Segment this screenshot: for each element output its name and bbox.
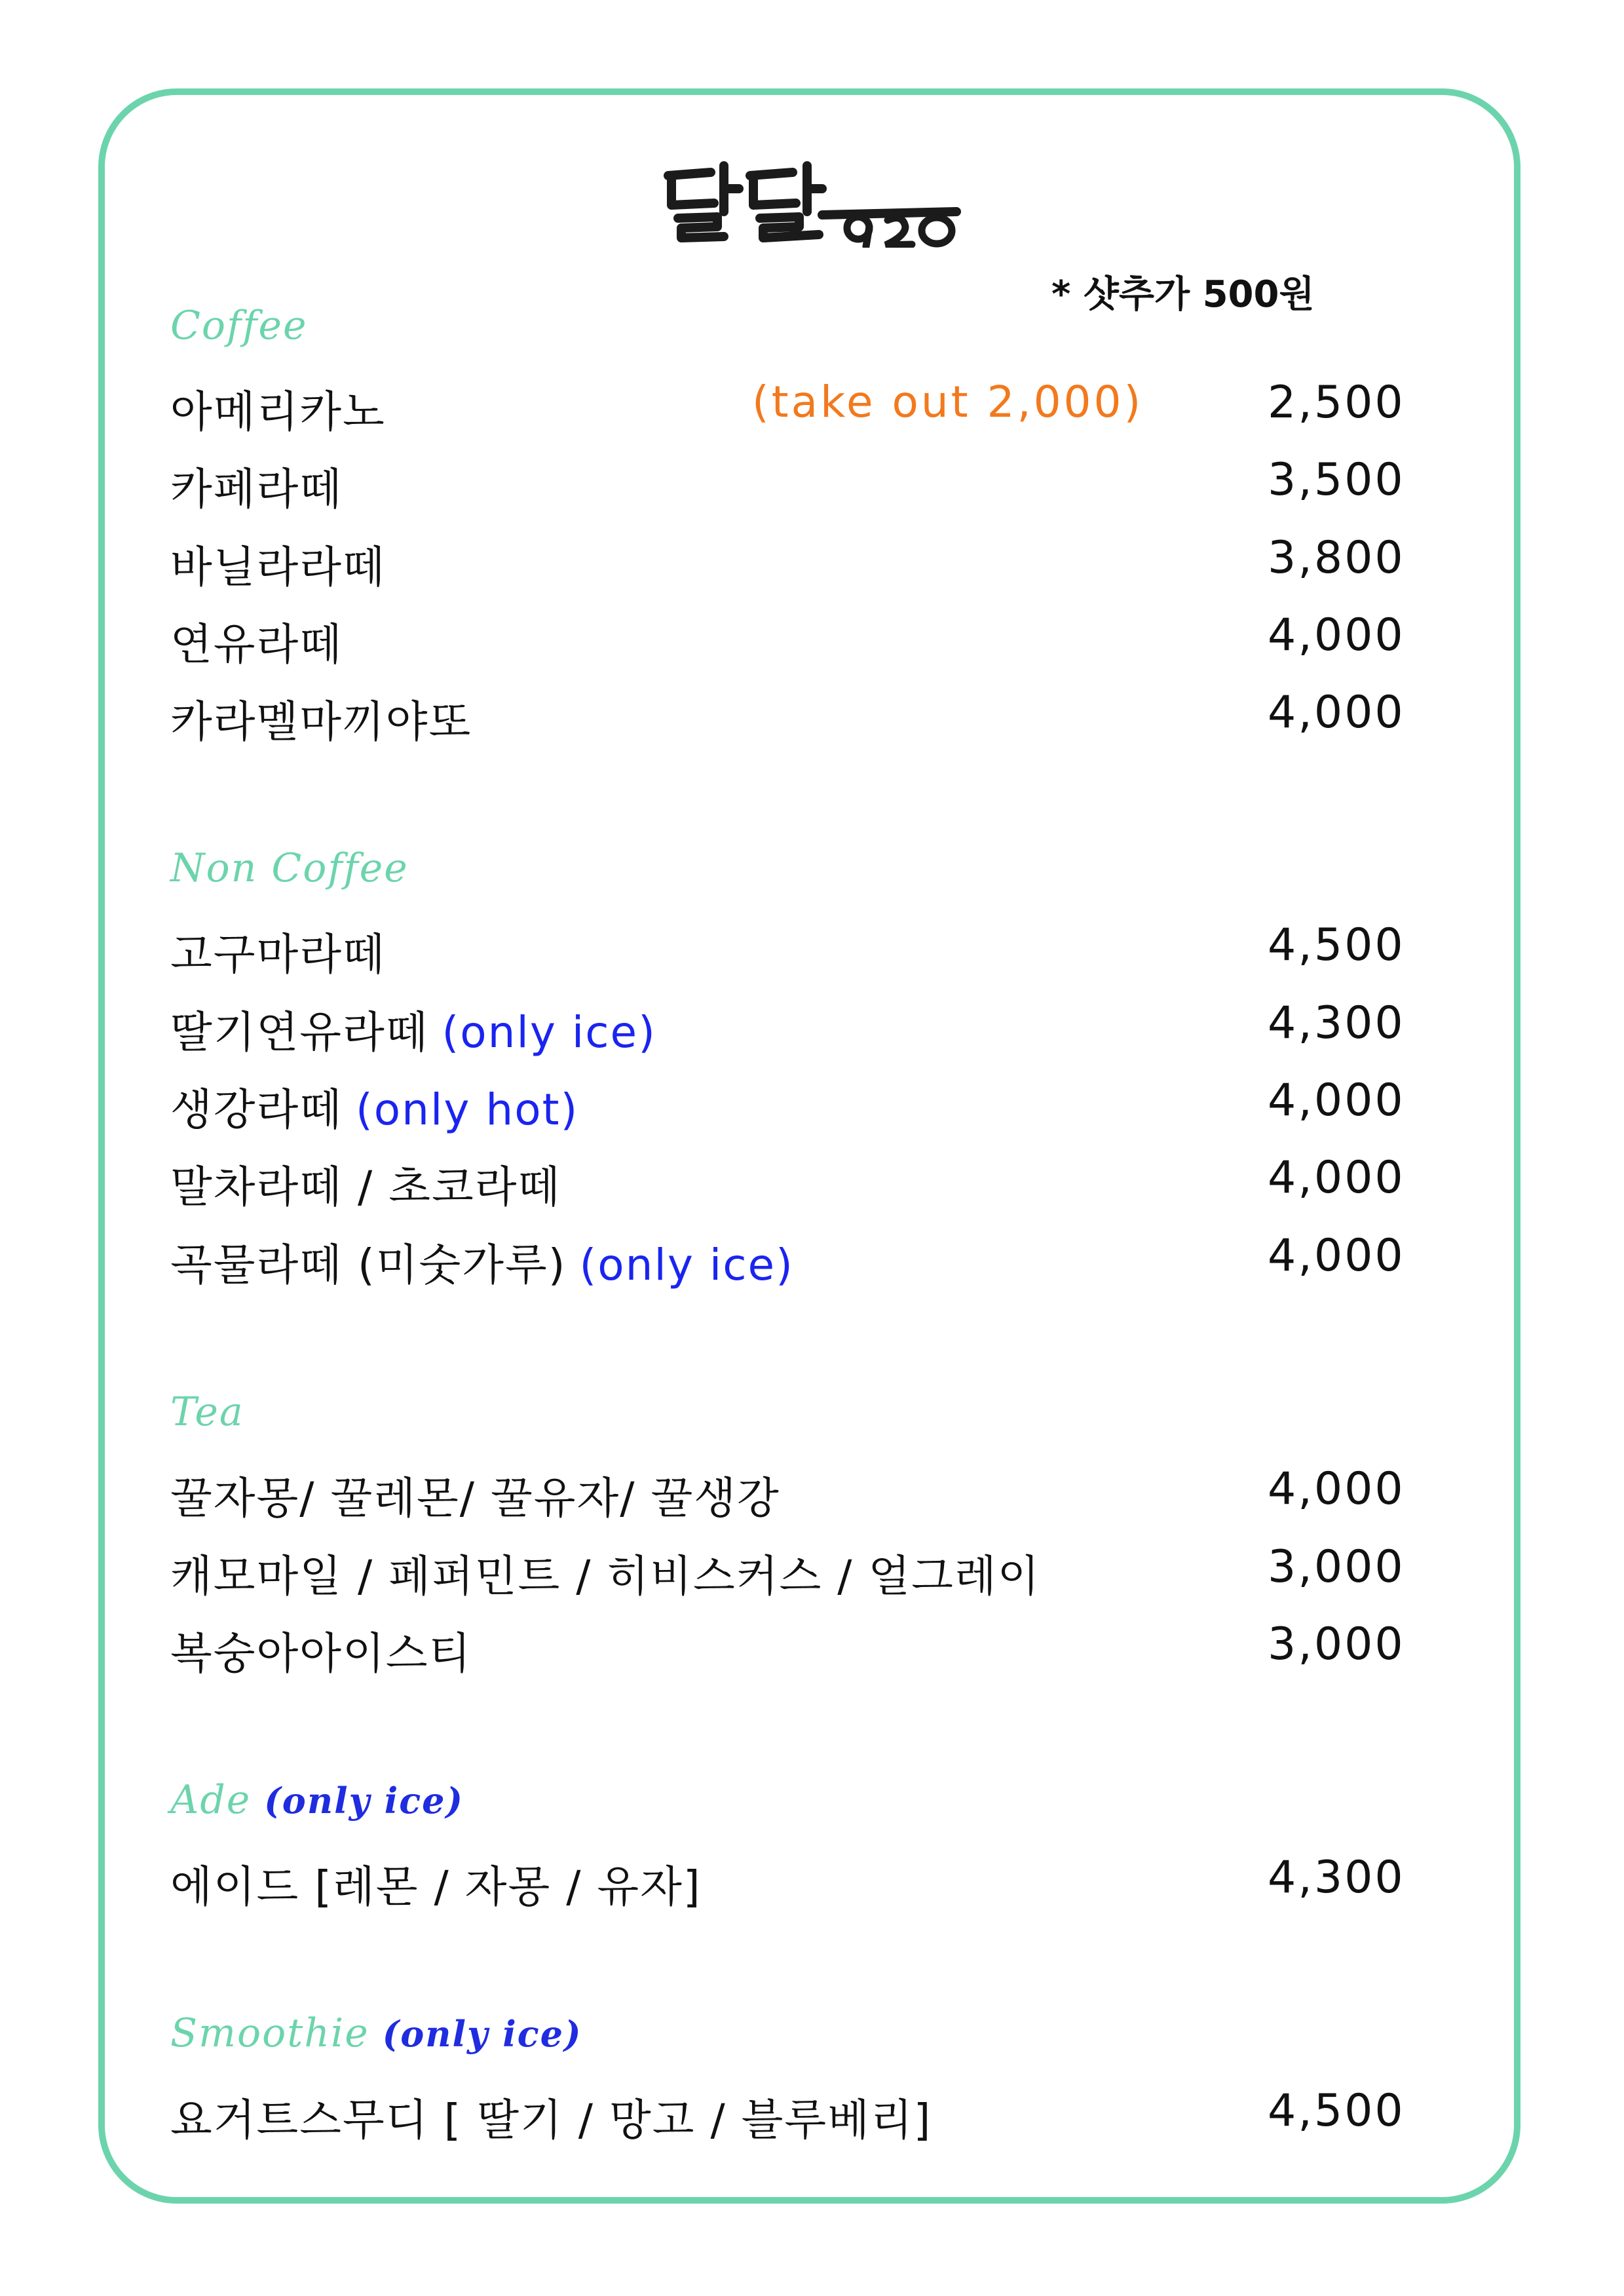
menu-item-ginger-latte bbox=[170, 1075, 578, 1137]
section-title-text: Ade bbox=[170, 1777, 252, 1823]
menu-item-vanilla-latte: 바닐라라떼 bbox=[170, 542, 386, 592]
menu-item-ade: 에이드 [레몬 / 자몽 / 유자] bbox=[170, 1862, 702, 1912]
price-matcha-choco-latte: 4,000 bbox=[1268, 1152, 1405, 1204]
brand-logo bbox=[662, 149, 963, 248]
menu-item-cafe-latte: 카페라떼 bbox=[170, 464, 343, 514]
item-name: 곡물라떼 (미숫가루) bbox=[170, 1240, 567, 1290]
price-grain-latte: 4,000 bbox=[1268, 1230, 1405, 1282]
menu-item-yogurt-smoothie: 요거트스무디 [ 딸기 / 망고 / 블루베리] bbox=[170, 2095, 932, 2145]
price-vanilla-latte: 3,800 bbox=[1268, 532, 1405, 584]
price-condensed-milk-latte: 4,000 bbox=[1268, 609, 1405, 661]
takeout-price-note: (take out 2,000) bbox=[752, 377, 1144, 427]
price-americano: 2,500 bbox=[1268, 377, 1405, 429]
item-name: 고구마라떼 bbox=[170, 929, 386, 980]
menu-item-peach-iced-tea: 복숭아아이스티 bbox=[170, 1628, 472, 1679]
menu-item-herbal-tea: 캐모마일 / 페퍼민트 / 히비스커스 / 얼그레이 bbox=[170, 1551, 1041, 1601]
item-name: 딸기연유라떼 bbox=[170, 1007, 429, 1058]
item-note: (only ice) bbox=[579, 1240, 794, 1290]
menu-item-sweet-potato-latte bbox=[170, 919, 386, 982]
menu-item-strawberry-milk-latte bbox=[170, 997, 656, 1060]
price-sweet-potato-latte: 4,500 bbox=[1268, 919, 1405, 971]
section-title-non-coffee: Non Coffee bbox=[170, 845, 409, 891]
menu-item-grain-latte bbox=[170, 1230, 794, 1292]
section-title-smoothie bbox=[170, 2010, 582, 2056]
section-qualifier: (only ice) bbox=[264, 1780, 464, 1822]
extra-shot-note: * 샷추가 500원 bbox=[1051, 273, 1315, 316]
menu-item-honey-tea: 꿀자몽/ 꿀레몬/ 꿀유자/ 꿀생강 bbox=[170, 1473, 780, 1523]
price-herbal-tea: 3,000 bbox=[1268, 1541, 1405, 1593]
menu-item-caramel-macchiato: 카라멜마끼야또 bbox=[170, 697, 472, 747]
price-yogurt-smoothie: 4,500 bbox=[1268, 2085, 1405, 2137]
section-title-coffee: Coffee bbox=[170, 303, 308, 349]
price-peach-iced-tea: 3,000 bbox=[1268, 1618, 1405, 1670]
item-name: 말차라떼 / 초코라떼 bbox=[170, 1162, 561, 1212]
section-qualifier: (only ice) bbox=[382, 2013, 582, 2055]
section-title-tea: Tea bbox=[170, 1389, 244, 1435]
section-title-ade bbox=[170, 1777, 464, 1823]
price-honey-tea: 4,000 bbox=[1268, 1463, 1405, 1515]
price-strawberry-milk-latte: 4,300 bbox=[1268, 997, 1405, 1049]
price-cafe-latte: 3,500 bbox=[1268, 454, 1405, 506]
menu-item-matcha-choco-latte bbox=[170, 1152, 561, 1214]
price-ginger-latte: 4,000 bbox=[1268, 1075, 1405, 1126]
item-note: (only ice) bbox=[442, 1007, 656, 1058]
price-caramel-macchiato: 4,000 bbox=[1268, 687, 1405, 738]
menu-item-americano: 아메리카노 bbox=[170, 387, 386, 437]
section-title-text: Smoothie bbox=[170, 2010, 369, 2056]
item-name: 생강라떼 bbox=[170, 1084, 343, 1135]
menu-item-condensed-milk-latte: 연유라떼 bbox=[170, 619, 343, 670]
item-note: (only hot) bbox=[356, 1084, 579, 1135]
price-ade: 4,300 bbox=[1268, 1852, 1405, 1904]
